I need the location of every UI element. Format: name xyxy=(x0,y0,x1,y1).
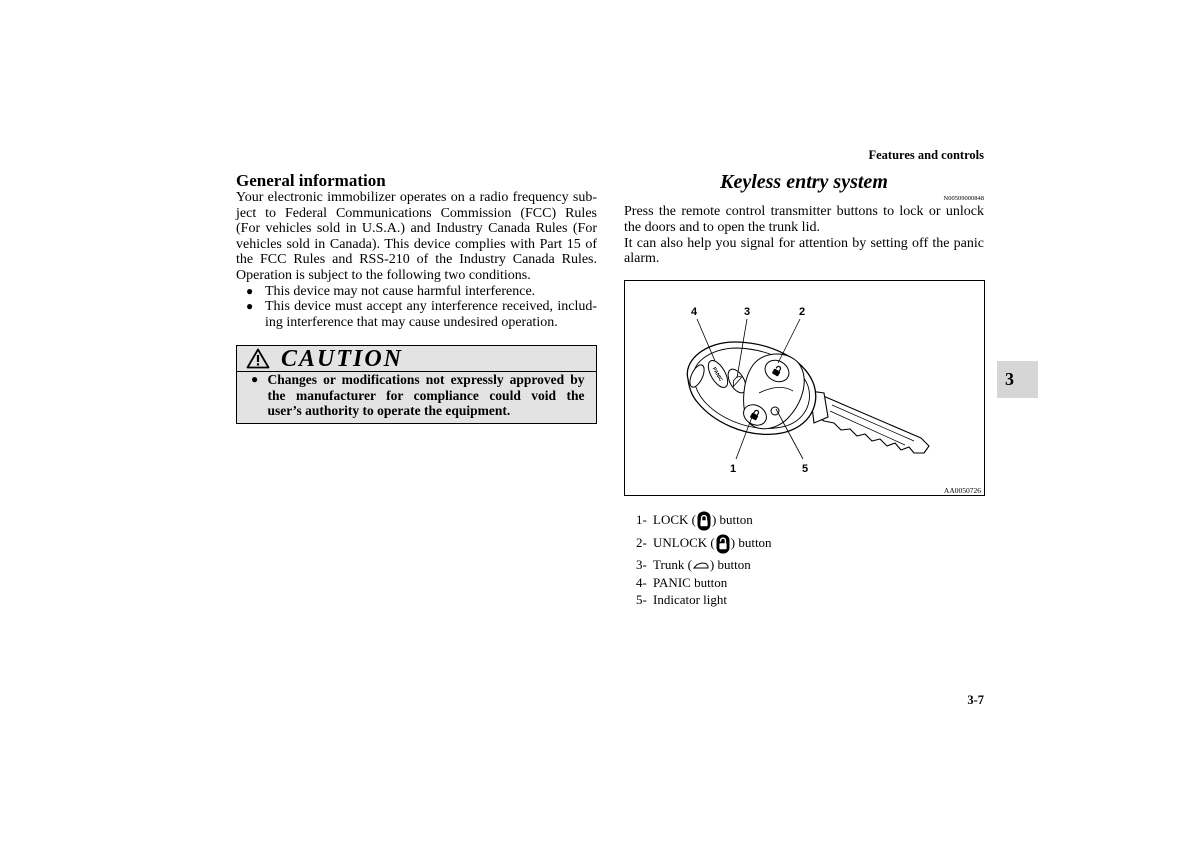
legend-item-indicator xyxy=(636,591,727,609)
legend-item-panic xyxy=(636,574,727,592)
key-figure xyxy=(624,280,985,496)
keyless-entry-title: Keyless entry system xyxy=(720,171,888,193)
paragraph-line: vehicles sold in Canada). This device complies with Part 15 of xyxy=(236,236,597,252)
bullet-line: This device may not cause harmful interference. xyxy=(265,283,536,299)
callout-3: 3 xyxy=(743,306,751,318)
remote-key-illustration xyxy=(625,281,984,495)
caution-title: CAUTION xyxy=(281,346,404,372)
warning-triangle-icon xyxy=(246,348,270,369)
lock-icon xyxy=(697,511,711,531)
legend-text: ) button xyxy=(711,512,753,527)
bullet-item xyxy=(236,299,597,330)
paragraph-line: ject to Federal Communications Commission (FCC) Rules xyxy=(236,205,597,221)
key-blade xyxy=(819,395,929,453)
caution-box xyxy=(236,345,597,424)
panic-button-label: PANIC xyxy=(710,366,724,383)
callout-2: 2 xyxy=(798,306,806,318)
legend-text: Trunk ( xyxy=(653,557,692,572)
legend-number: 3- xyxy=(636,557,647,572)
paragraph-line: Operation is subject to the following two conditions. xyxy=(236,267,531,283)
page-number: 3-7 xyxy=(967,693,984,707)
trunk-icon xyxy=(693,561,709,571)
legend-text: PANIC button xyxy=(653,575,728,590)
legend-text: ) button xyxy=(709,557,751,572)
legend-item-lock xyxy=(636,511,753,529)
paragraph-line: alarm. xyxy=(624,251,660,267)
callout-1: 1 xyxy=(729,463,737,475)
bullet-icon: ● xyxy=(246,283,254,298)
bullet-line: ing interference that may cause undesired operation. xyxy=(265,314,558,330)
general-information-heading: General information xyxy=(236,171,386,190)
caution-line: the manufacturer for compliance could void the xyxy=(267,387,585,403)
legend-text: Indicator light xyxy=(653,592,728,607)
chapter-number: 3 xyxy=(1005,369,1014,389)
bullet-icon: ● xyxy=(246,299,254,314)
legend-number: 5- xyxy=(636,592,647,607)
keyless-entry-section xyxy=(624,172,984,267)
keyless-entry-body xyxy=(624,204,984,267)
legend-text: UNLOCK ( xyxy=(653,535,715,550)
document-code: N00509000848 xyxy=(943,195,984,202)
callout-5: 5 xyxy=(801,463,809,475)
bullet-line: This device must accept any interference received, includ- xyxy=(265,299,597,315)
figure-id: AA0050726 xyxy=(943,486,981,495)
paragraph-line: (For vehicles sold in U.S.A.) and Industry Canada Rules (For xyxy=(236,221,597,237)
general-information-body xyxy=(236,190,597,330)
paragraph-line: Your electronic immobilizer operates on a radio frequency sub- xyxy=(236,190,597,205)
unlock-icon xyxy=(716,534,730,554)
caution-line: Changes or modifications not expressly approved by xyxy=(267,372,585,387)
legend-number: 1- xyxy=(636,512,647,527)
paragraph-line: the doors and to open the trunk lid. xyxy=(624,219,820,235)
bullet-item xyxy=(236,284,597,300)
legend-item-unlock xyxy=(636,534,772,552)
indicator-light xyxy=(771,407,779,415)
callout-4: 4 xyxy=(690,306,698,318)
legend-text: ) button xyxy=(730,535,772,550)
bullet-icon: ● xyxy=(251,372,259,386)
caution-header xyxy=(237,346,596,372)
general-information-section xyxy=(236,172,597,330)
chapter-tab xyxy=(997,361,1038,398)
legend-text: LOCK ( xyxy=(653,512,696,527)
paragraph-line: the FCC Rules and RSS-210 of the Industry Canada Rules. xyxy=(236,252,597,268)
paragraph-line: It can also help you signal for attention by setting off the panic xyxy=(624,235,984,251)
legend-number: 2- xyxy=(636,535,647,550)
caution-line: user’s authority to operate the equipment. xyxy=(267,403,511,418)
legend-item-trunk xyxy=(636,556,751,574)
section-title: Features and controls xyxy=(868,148,984,162)
caution-text xyxy=(268,372,585,419)
legend-number: 4- xyxy=(636,575,647,590)
paragraph-line: Press the remote control transmitter buttons to lock or unlock xyxy=(624,204,984,219)
